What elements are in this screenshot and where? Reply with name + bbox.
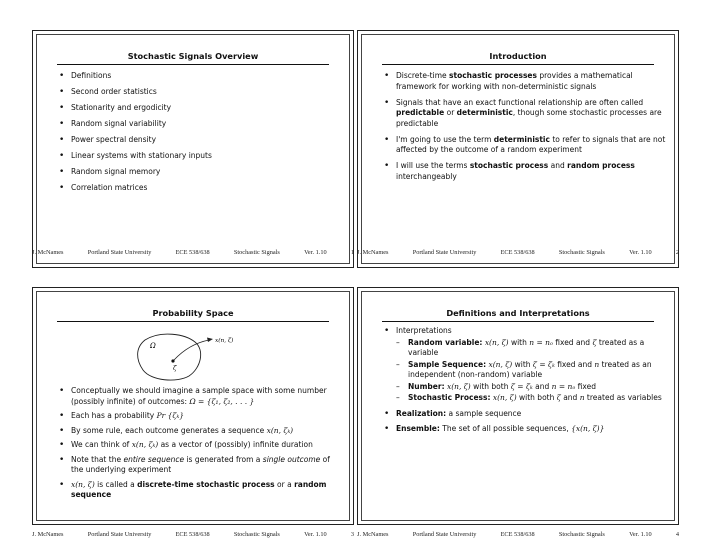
slide-footer: J. McNames Portland State University ECE 538/638 Stochastic Signals Ver. 1.10 1 bbox=[32, 249, 354, 256]
page-number: 4 bbox=[675, 531, 679, 538]
list-item: • Correlation matrices bbox=[57, 183, 341, 194]
sub-item: – Number: x(n, ζ) with both ζ = ζₖ and n = nₒ fixed bbox=[396, 382, 666, 393]
list-item: • Interpretations – Random variable: x(n, ζ) with n = nₒ fixed and ζ treated as a variable – Sample Sequence: x(n, ζ) with ζ = ζₖ fixed and n treated as an independent (non-random) variable – Number: x(n, ζ) with both ζ = ζₖ and n = nₒ fixed – Stochastic Process: x(n, ζ) with both ζ and n treated as variables bbox=[382, 326, 666, 404]
page-number: 1 bbox=[350, 249, 354, 256]
sequence-label: x(n, ζ) bbox=[215, 338, 234, 344]
omega-label: Ω bbox=[150, 342, 156, 350]
slide-title: Probability Space bbox=[57, 308, 329, 322]
list-item: • By some rule, each outcome generates a sequence x(n, ζₖ) bbox=[57, 426, 341, 437]
list-item: • Ensemble: The set of all possible sequences, {x(n, ζ)} bbox=[382, 424, 666, 435]
sub-list bbox=[396, 338, 666, 404]
page-number: 2 bbox=[675, 249, 679, 256]
slide-title: Introduction bbox=[382, 51, 654, 65]
slide-3 bbox=[32, 287, 354, 525]
list-item: • Signals that have an exact functional relationship are often called predictable or deterministic, though some stochastic processes are predictable bbox=[382, 98, 666, 130]
list-item: • Discrete-time stochastic processes provides a mathematical framework for working with non-deterministic signals bbox=[382, 71, 666, 92]
zeta-label: ζ bbox=[173, 364, 177, 372]
slide-1 bbox=[32, 30, 354, 268]
bullet-list bbox=[382, 326, 666, 440]
list-item: • Definitions bbox=[57, 71, 341, 82]
list-item: • We can think of x(n, ζₖ) as a vector of (possibly) infinite duration bbox=[57, 440, 341, 451]
slide-2 bbox=[357, 30, 679, 268]
mapping-arrow bbox=[174, 340, 209, 360]
bullet-list bbox=[57, 386, 341, 505]
list-item: • Random signal memory bbox=[57, 167, 341, 178]
slide-footer: J. McNames Portland State University ECE 538/638 Stochastic Signals Ver. 1.10 4 bbox=[357, 531, 679, 538]
bullet-list bbox=[382, 71, 666, 188]
arrow-head bbox=[207, 338, 213, 343]
list-item: • Conceptually we should imagine a sample space with some number (possibly infinite) of outcomes: Ω = {ζ₁, ζ₂, . . . } bbox=[57, 386, 341, 407]
list-item: • Random signal variability bbox=[57, 119, 341, 130]
bullet-list bbox=[57, 71, 341, 199]
slide-footer: J. McNames Portland State University ECE 538/638 Stochastic Signals Ver. 1.10 2 bbox=[357, 249, 679, 256]
list-item: • Second order statistics bbox=[57, 87, 341, 98]
list-item: • Each has a probability Pr {ζₖ} bbox=[57, 411, 341, 422]
list-item: • x(n, ζ) is called a discrete-time stochastic process or a random sequence bbox=[57, 480, 341, 501]
list-item: • Power spectral density bbox=[57, 135, 341, 146]
page-number: 3 bbox=[350, 531, 354, 538]
list-item: • Linear systems with stationary inputs bbox=[57, 151, 341, 162]
sub-item: – Sample Sequence: x(n, ζ) with ζ = ζₖ fixed and n treated as an independent (non-random) variable bbox=[396, 360, 666, 381]
slide-title: Stochastic Signals Overview bbox=[57, 51, 329, 65]
slide-title: Definitions and Interpretations bbox=[382, 308, 654, 322]
list-item: • Realization: a sample sequence bbox=[382, 409, 666, 420]
sample-space-blob bbox=[138, 334, 201, 380]
slide-4 bbox=[357, 287, 679, 525]
slide-footer: J. McNames Portland State University ECE 538/638 Stochastic Signals Ver. 1.10 3 bbox=[32, 531, 354, 538]
list-item: • Stationarity and ergodicity bbox=[57, 103, 341, 114]
sub-item: – Random variable: x(n, ζ) with n = nₒ fixed and ζ treated as a variable bbox=[396, 338, 666, 359]
list-item: • I will use the terms stochastic process and random process interchangeably bbox=[382, 161, 666, 182]
sub-item: – Stochastic Process: x(n, ζ) with both ζ and n treated as variables bbox=[396, 393, 666, 404]
list-item: • Note that the entire sequence is generated from a single outcome of the underlying experiment bbox=[57, 455, 341, 476]
list-item: • I'm going to use the term deterministic to refer to signals that are not affected by the outcome of a random experiment bbox=[382, 135, 666, 156]
sample-space-diagram bbox=[133, 328, 263, 383]
